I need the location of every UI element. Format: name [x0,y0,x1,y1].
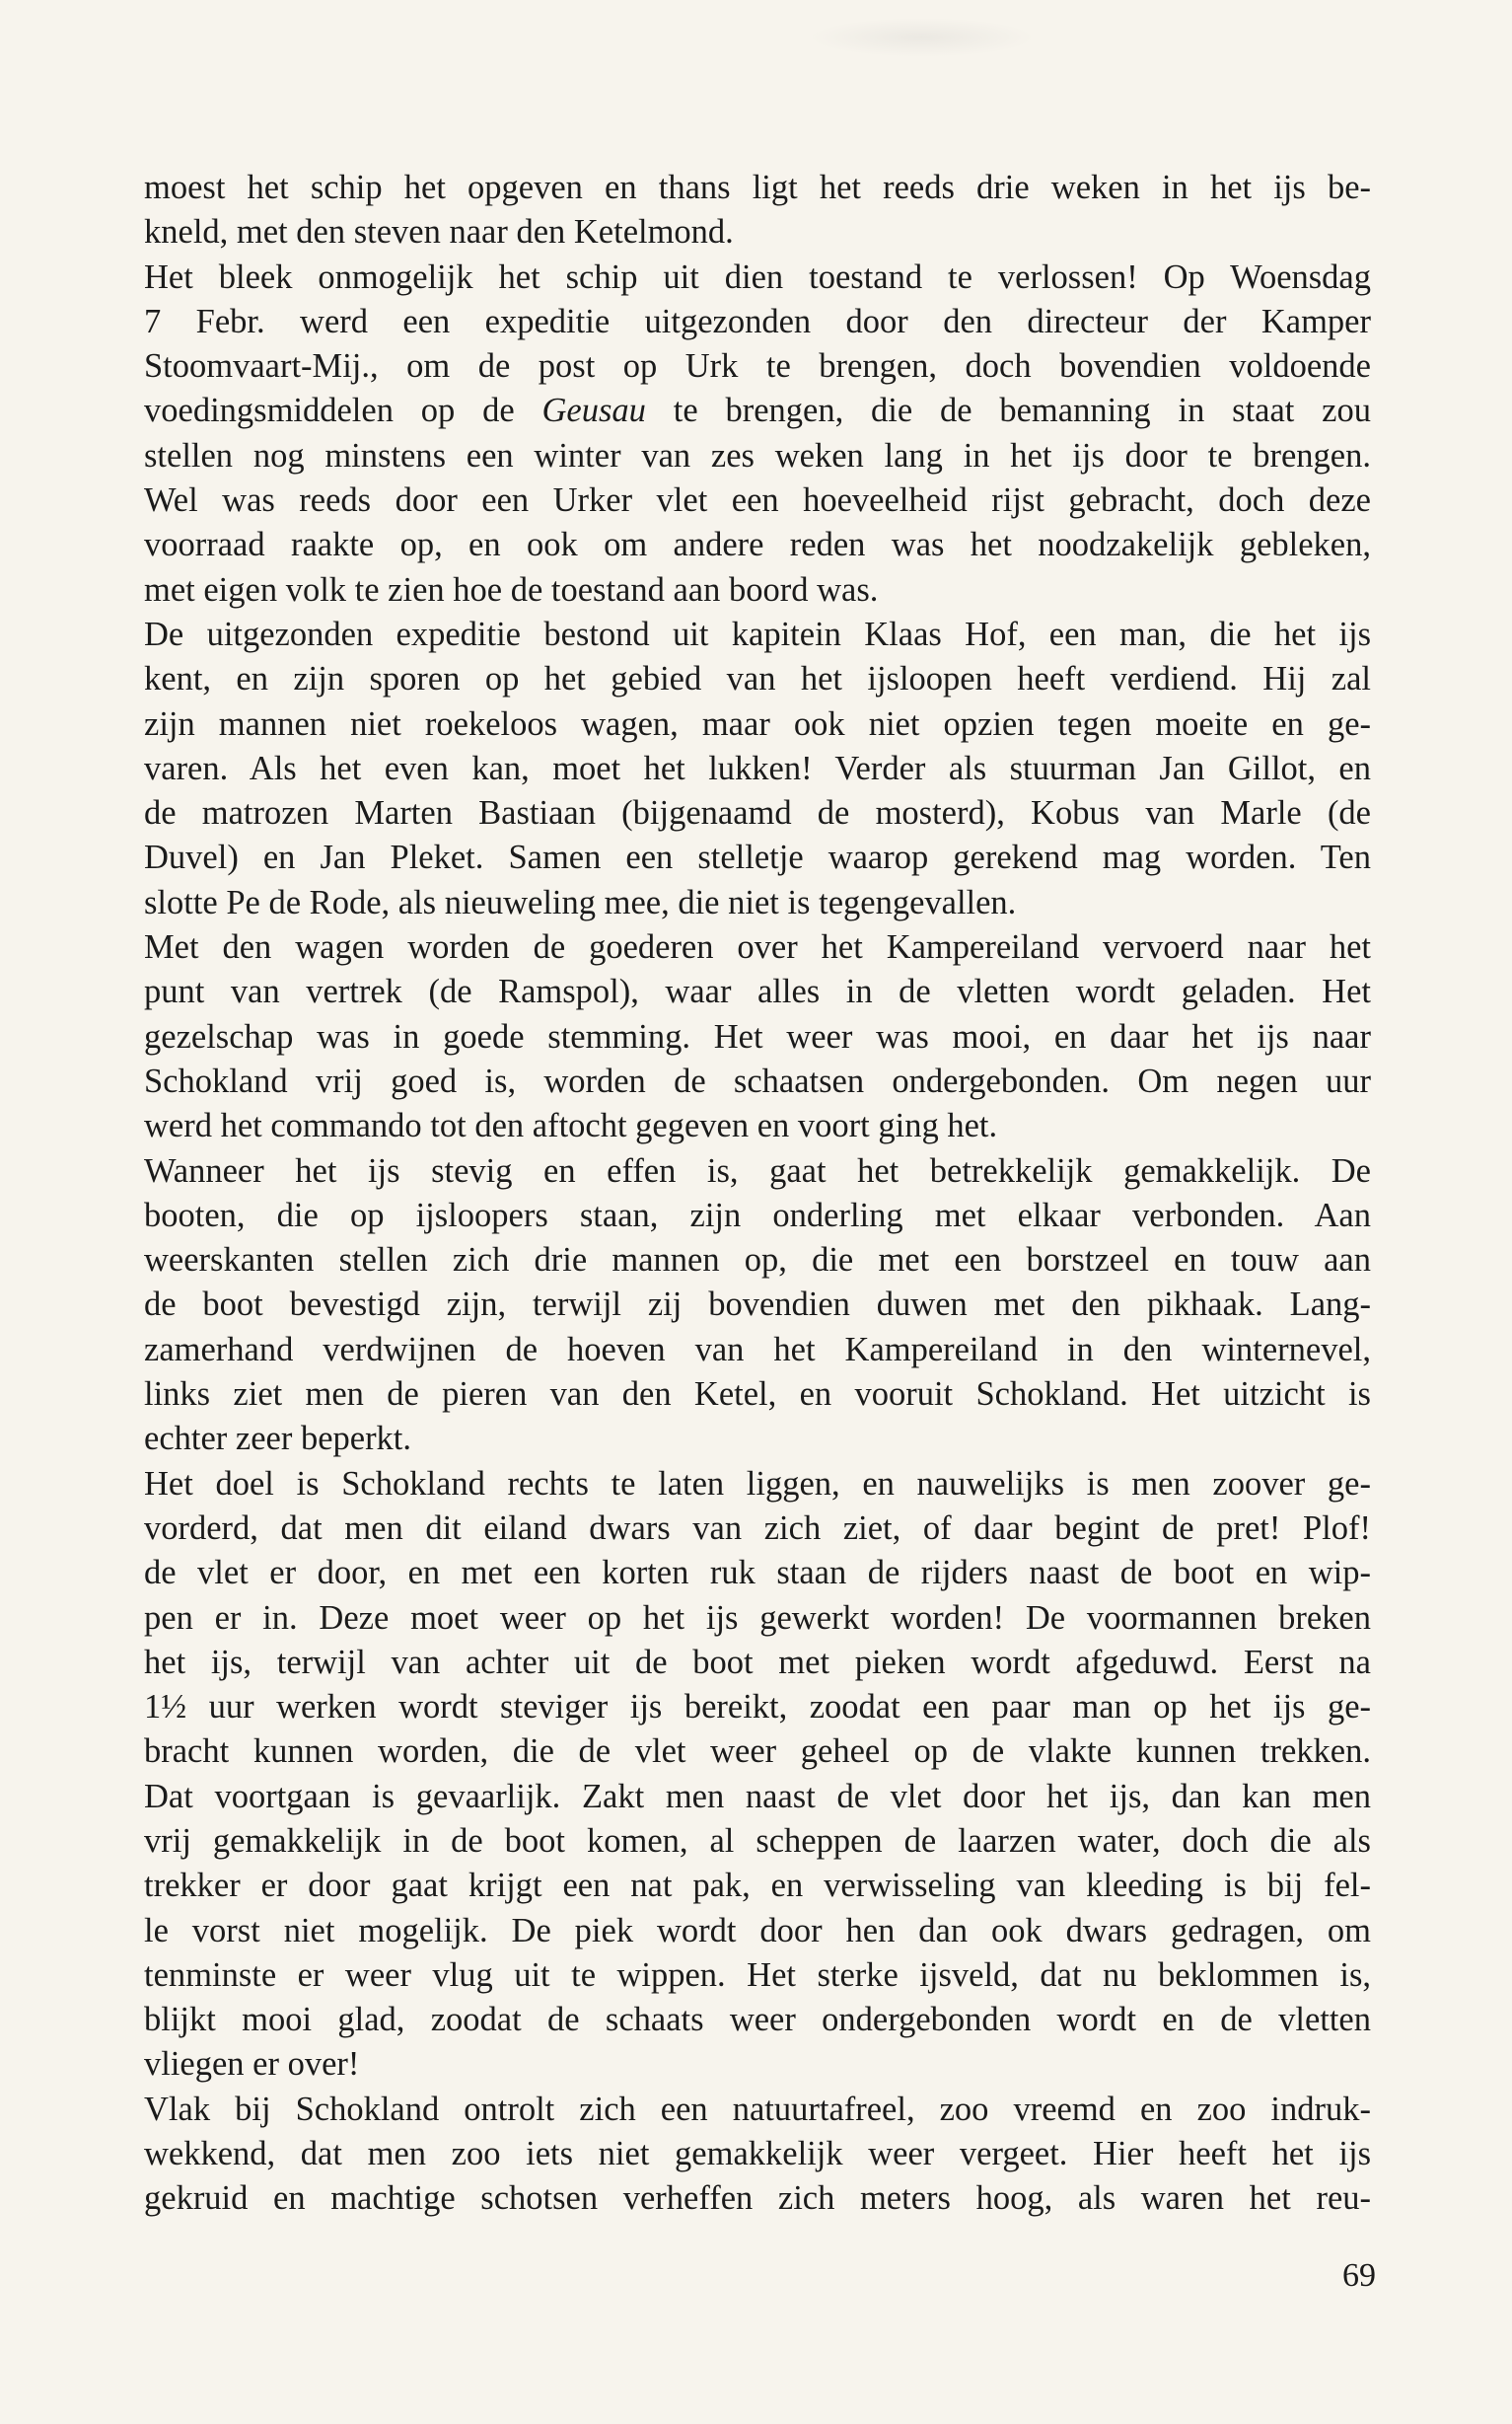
body-text [144,166,1371,2222]
text-line: blijkt mooi glad, zoodat de schaats weer ondergebonden wordt en de vletten [144,2001,1371,2039]
text-line: 7 Febr. werd een expeditie uitgezonden door den directeur der Kamper [144,302,1371,340]
text-line: weerskanten stellen zich drie mannen op, die met een borstzeel en touw aan [144,1241,1371,1280]
text-line: tenminste er weer vlug uit te wippen. Het sterke ijsveld, dat nu beklommen is, [144,1955,1371,1994]
text-line: Het doel is Schokland rechts te laten liggen, en nauwelijks is men zoover ge- [144,1464,1371,1503]
text-line: trekker er door gaat krijgt een nat pak, en verwisseling van kleeding is bij fel- [144,1867,1371,1905]
text-line: punt van vertrek (de Ramspol), waar alles in de vletten wordt geladen. Het [144,973,1371,1011]
text-line: varen. Als het even kan, moet het lukken! Verder als stuurman Jan Gillot, en [144,749,1371,787]
text-line: gezelschap was in goede stemming. Het weer was mooi, en daar het ijs naar [144,1017,1371,1056]
text-line: bracht kunnen worden, die de vlet weer geheel op de vlakte kunnen trekken. [144,1732,1371,1771]
text-line: Wel was reeds door een Urker vlet een hoeveelheid rijst gebracht, doch deze [144,481,1371,520]
text-line: zijn mannen niet roekeloos wagen, maar ook niet opzien tegen moeite en ge- [144,704,1371,743]
text-line: moest het schip het opgeven en thans ligt het reeds drie weken in het ijs be- [144,169,1371,206]
text-line [144,389,1371,433]
text-line: vliegen er over! [144,2045,360,2084]
text-fragment: voedingsmiddelen op de [144,392,542,430]
text-line: pen er in. Deze moet weer op het ijs gewerkt worden! De voormannen breken [144,1598,1371,1637]
text-line: Vlak bij Schokland ontrolt zich een natuurtafreel, zoo vreemd en zoo indruk- [144,2090,1371,2128]
text-line: met eigen volk te zien hoe de toestand aan boord was. [144,570,879,609]
text-line: kneld, met den steven naar den Ketelmond. [144,213,734,252]
text-line: de boot bevestigd zijn, terwijl zij bovendien duwen met den pikhaak. Lang- [144,1285,1371,1324]
text-line: links ziet men de pieren van den Ketel, en vooruit Schokland. Het uitzicht is [144,1375,1371,1414]
page-number: 69 [1342,2257,1376,2294]
text-line: de vlet er door, en met een korten ruk staan de rijders naast de boot en wip- [144,1554,1371,1592]
text-line: Duvel) en Jan Pleket. Samen een stelletje waarop gerekend mag worden. Ten [144,839,1371,877]
text-line: echter zeer beperkt. [144,1420,412,1458]
ship-name: Geusau [541,392,646,430]
text-line: 1½ uur werken wordt steviger ijs bereikt, zoodat een paar man op het ijs ge- [144,1688,1371,1726]
text-line: Wanneer het ijs stevig en effen is, gaat het betrekkelijk gemakkelijk. De [144,1151,1371,1190]
text-line: gekruid en machtige schotsen verheffen zich meters hoog, als waren het reu- [144,2179,1371,2218]
text-line: slotte Pe de Rode, als nieuweling mee, die niet is tegengevallen. [144,883,1017,921]
page-smudge [809,18,1036,57]
text-line: Schokland vrij goed is, worden de schaatsen ondergebonden. Om negen uur [144,1062,1371,1100]
text-line: Stoomvaart-Mij., om de post op Urk te brengen, doch bovendien voldoende [144,347,1371,386]
text-line: Met den wagen worden de goederen over het Kampereiland vervoerd naar het [144,928,1371,967]
text-line: De uitgezonden expeditie bestond uit kapitein Klaas Hof, een man, die het ijs [144,615,1371,653]
text-line: Het bleek onmogelijk het schip uit dien toestand te verlossen! Op Woensdag [144,257,1371,296]
text-fragment: te brengen, die de bemanning in staat zou [645,392,1371,430]
text-line: de matrozen Marten Bastiaan (bijgenaamd de mosterd), Kobus van Marle (de [144,794,1371,833]
text-line: kent, en zijn sporen op het gebied van het ijsloopen heeft verdiend. Hij zal [144,660,1371,698]
text-line: werd het commando tot den aftocht gegeven en voort ging het. [144,1107,998,1145]
text-line: voorraad raakte op, en ook om andere reden was het noodzakelijk gebleken, [144,526,1371,564]
text-line: wekkend, dat men zoo iets niet gemakkelijk weer vergeet. Hier heeft het ijs [144,2135,1371,2173]
text-line: vorderd, dat men dit eiland dwars van zich ziet, of daar begint de pret! Plof! [144,1508,1371,1547]
text-line: le vorst niet mogelijk. De piek wordt door hen dan ook dwars gedragen, om [144,1911,1371,1949]
text-line: het ijs, terwijl van achter uit de boot met pieken wordt afgeduwd. Eerst na [144,1643,1371,1681]
text-line: stellen nog minstens een winter van zes weken lang in het ijs door te brengen. [144,436,1371,475]
text-line: vrij gemakkelijk in de boot komen, al scheppen de laarzen water, doch die als [144,1821,1371,1860]
text-line: booten, die op ijsloopers staan, zijn onderling met elkaar verbonden. Aan [144,1196,1371,1234]
text-line: Dat voortgaan is gevaarlijk. Zakt men naast de vlet door het ijs, dan kan men [144,1777,1371,1815]
text-line: zamerhand verdwijnen de hoeven van het Kampereiland in den winternevel, [144,1330,1371,1368]
